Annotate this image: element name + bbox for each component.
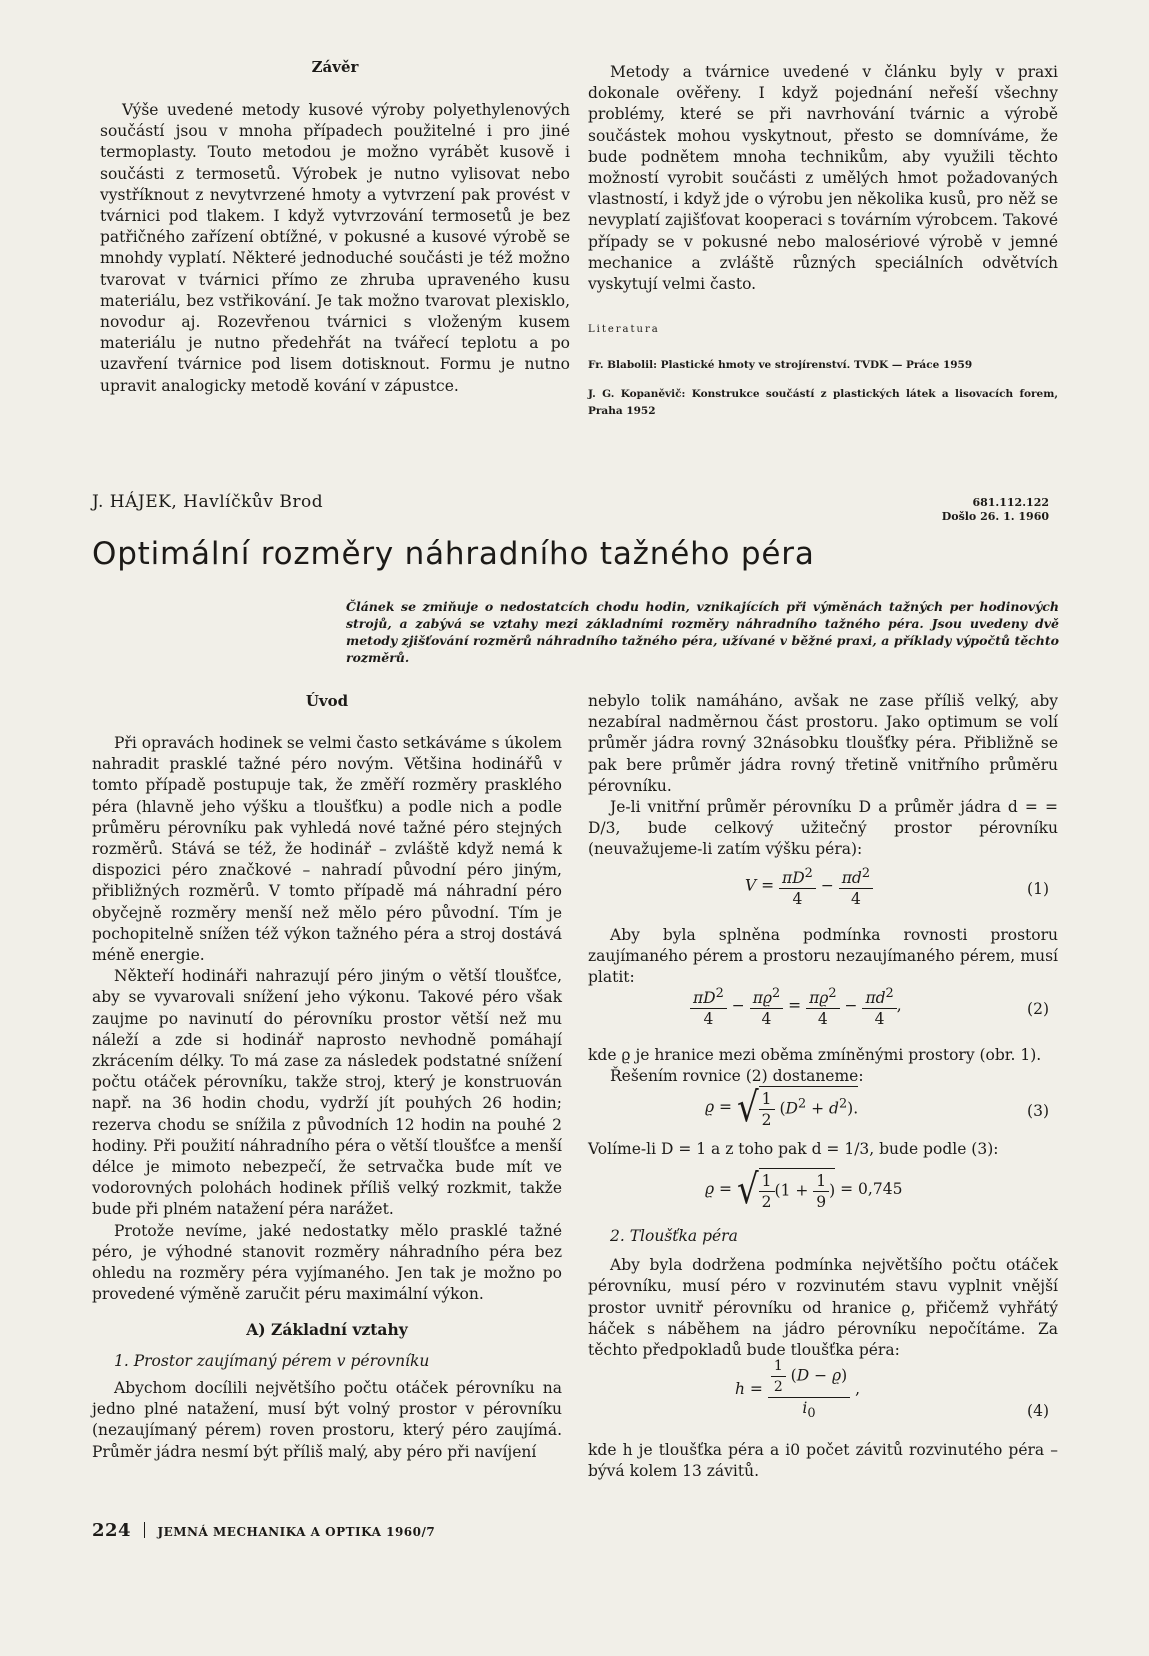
right-column-mid xyxy=(588,1045,1058,1087)
equation-number: (4) xyxy=(1027,1402,1049,1420)
zaver-paragraph: Výše uvedené metody kusové výroby polyethylenových součástí jsou v mnoha případech použitelné i pro jiné termoplasty. Touto metodou je možno vyrábět kusově i součásti z termosetů. Výrobek je nutno vylisovat nebo vystříknout z nevytvrzené hmoty a vytvrzení pak provést v tvárnici pod tlakem. I když vytvrzování termosetů je bez patřičného zařízení obtížné, v pokusné a kusové výrobě se mnohdy vyplatí. Některé jednoduché součásti je též možno tvarovat v tvárnici přímo ze zhruba upraveného kusu materiálu, bez vstřikování. Je tak možno tvarovat plexisklo, novodur aj. Rozevřenou tvárnici s vloženým kusem materiálu je nutno předehřát na tvářecí teplotu a po uzavření tvárnice pod lisem dotisknout. Formu je nutno upravit analogicky metodě kování v zápustce. xyxy=(100,101,570,395)
reference-item: Fr. Blabolil: Plastické hmoty ve strojírenství. TVDK — Práce 1959 xyxy=(588,359,973,371)
equation-result: ϱ = √ $\frac{1}{2}$ (1 + $\frac{1}{9}$ ) = 0,745 xyxy=(705,1166,903,1214)
right-column-top xyxy=(588,691,1058,861)
page-footer xyxy=(92,1520,435,1541)
section-heading-zaver: Závěr xyxy=(311,58,359,76)
equation-number: (1) xyxy=(1027,880,1049,898)
received-date: Došlo 26. 1. 1960 xyxy=(941,510,1049,523)
journal-name: JEMNÁ MECHANIKA A OPTIKA 1960/7 xyxy=(157,1525,436,1539)
page-number: 224 xyxy=(92,1520,132,1541)
body-paragraph: Protože nevíme, jaké nedostatky mělo prasklé tažné péro, je výhodné stanovit rozměry náhradního péra bez ohledu na rozměry péra vyjímaného. Jen tak je možno po provedené výměně zaručit péru maximální výkon. xyxy=(92,1221,562,1304)
article-author: J. HÁJEK, Havlíčkův Brod xyxy=(92,492,324,512)
section-heading-zakladni-vztahy: A) Základní vztahy xyxy=(246,1320,408,1340)
references-heading: Literatura xyxy=(588,324,660,335)
right-column-lower xyxy=(588,1226,1058,1361)
body-paragraph: kde ϱ je hranice mezi oběma zmíněnými prostory (obr. 1). xyxy=(588,1046,1042,1064)
article-abstract: Článek se zmiňuje o nedostatcích chodu hodin, vznikajících při výměnách tažných per hodinových strojů, a zabývá se vztahy mezi základními rozměry náhradního tažného péra. Jsou uvedeny dvě metody zjišťování rozměrů náhradního tažného péra, užívané v běžné praxi, a příklady výpočtů těchto rozměrů. xyxy=(346,599,1059,665)
subsection-heading: 2. Tloušťka péra xyxy=(610,1227,738,1245)
footer-divider xyxy=(144,1522,145,1538)
body-paragraph: Někteří hodináři nahrazují péro jiným o větší tloušťce, aby se vyvarovali snížení jeho výkonu. Takové péro však zaujme po navinutí do pérovníku prostor větší než mu náleží a zde si hodinář naprosto nevhodně pomáhají zkrácením délky. To má zase za následek podstatné snížení počtu otáček pérovníku, takže stroj, který je konstruován např. na 36 hodin chodu, vydrží jít pouhých 26 hodin; rezerva chodu se snížila z původních 12 hodin na pouhé 2 hodiny. Při použití náhradního péra o větší tloušťce a menší délce je mimoto nebezpečí, že setrvačka bude mít ve vodorovných polohách hodinek příliš velký rozkmit, takže bude při plném natažení péra narážet. xyxy=(92,967,562,1219)
equation-4: h = $\frac{1}{2}$ (D − ϱ) $i_0$ , xyxy=(735,1358,861,1422)
reference-item: J. G. Kopaněvič: Konstrukce součástí z plastických látek a lisovacích forem, Praha 1952 xyxy=(588,388,1058,417)
conclusion-paragraph: Metody a tvárnice uvedené v článku byly v praxi dokonale ověřeny. I když pojednání neřeší všechny problémy, které se při navrhování tvárnic a výrobě součástek mohou vyskytnout, přesto se domníváme, že bude podnětem mnoha technikům, aby využili těchto možností vyrobit součásti z umělých hmot požadovaných vlastností, i když jde o výrobu jen několika kusů, pro něž se nevyplatí zajišťovat kooperaci s továrním výrobcem. Takové případy se v pokusné nebo malosériové výrobě v jemné mechanice a zvláště různých speciálních odvětvích vyskytují velmi často. xyxy=(588,63,1058,294)
section-heading-uvod: Úvod xyxy=(305,692,349,710)
body-paragraph: Abychom docílili největšího počtu otáček pérovníku na jedno plné natažení, musí být volný prostor v pérovníku (nezaujímaný pérem) roven prostoru, který péro zaujímá. Průměr jádra nesmí být příliš malý, aby péro při navíjení xyxy=(92,1378,562,1461)
result-value: = 0,745 xyxy=(840,1180,903,1198)
equation-2: $\frac{\pi D^2}{4}$ − $\frac{\pi ϱ^2}{4}$ = $\frac{\pi ϱ^2}{4}$ − $\frac{\pi d^2}{4}$ , xyxy=(690,984,902,1029)
body-paragraph: Při opravách hodinek se velmi často setkáváme s úkolem nahradit prasklé tažné péro novým. Většina hodinářů v tomto případě postupuje tak, že změří rozměry prasklého péra (hlavně jeho výšku a tloušťku) a podle nich a podle průměru pérovníku pak vyhledá nové tažné péro stejných rozměrů. Stává se též, že hodinář – zvláště když nemá k dispozici péro značkové – nahradí původní péro jiným, přibližných rozměrů. V tomto případě má náhradní péro obyčejně rozměry menší než mělo péro původní. Tím je pochopitelně snížen též výkon tažného péra a stroj dostává méně energie. xyxy=(92,734,562,965)
subsection-heading: 1. Prostor zaujímaný pérem v pérovníku xyxy=(114,1351,430,1370)
equation-3: ϱ = √ $\frac{1}{2}$ $(D^2 + d^2)$. xyxy=(705,1084,859,1132)
left-column xyxy=(92,733,562,1463)
body-paragraph: Aby byla dodržena podmínka největšího počtu otáček pérovníku, musí péro v rozvinutém stavu vyplnit vnější prostor uvnitř pérovníku od hranice ϱ, přičemž vyhřátý háček s náběhem na jádro pérovníku nepočítáme. Za těchto předpokladů bude tloušťka péra: xyxy=(588,1256,1058,1360)
equation-number: (2) xyxy=(1027,1000,1049,1018)
article-title: Optimální rozměry náhradního tažného péra xyxy=(92,536,815,572)
equation-number: (3) xyxy=(1027,1102,1049,1120)
body-paragraph: nebylo tolik namáháno, avšak ne zase příliš velký, aby nezabíral nadměrnou část prostoru. Jako optimum se volí průměr jádra rovný 32násobku tloušťky péra. Přibližně se pak bere průměr jádra rovný třetině vnitřního průměru pérovníku. xyxy=(588,692,1058,795)
equation-1: V = $\frac{\pi D^2}{4}$ − $\frac{\pi d^2}{4}$ xyxy=(745,864,873,909)
body-paragraph: Řešením rovnice (2) dostaneme: xyxy=(610,1067,864,1086)
udc-code: 681.112.122 xyxy=(972,496,1049,509)
article-meta xyxy=(942,496,1049,524)
body-paragraph: kde h je tloušťka péra a i0 počet závitů rozvinutého péra – bývá kolem 13 závitů. xyxy=(588,1441,1058,1481)
body-paragraph: Volíme-li D = 1 a z toho pak d = 1/3, bude podle (3): xyxy=(588,1140,999,1158)
body-paragraph: Aby byla splněna podmínka rovnosti prostoru zaujímaného pérem a prostoru nezaujímaného pérem, musí platit: xyxy=(588,926,1058,987)
body-paragraph: Je-li vnitřní průměr pérovníku D a průměr jádra d = = D/3, bude celkový užitečný prostor pérovníku (neuvažujeme-li zatím výšku péra): xyxy=(588,798,1058,859)
